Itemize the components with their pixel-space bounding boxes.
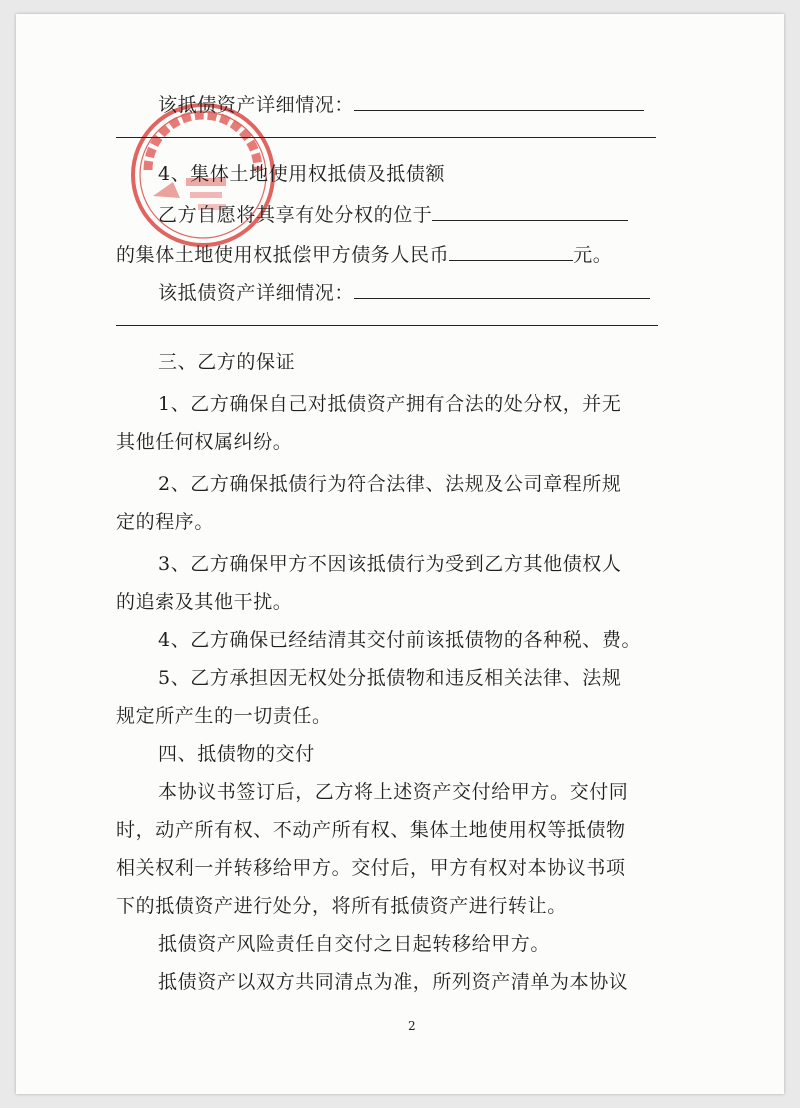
asset-detail-label: 该抵债资产详细情况： bbox=[158, 94, 355, 116]
risk-transfer-line: 抵债资产风险责任自交付之日起转移给甲方。 bbox=[158, 933, 551, 955]
land-amount-line bbox=[116, 242, 612, 267]
amount-blank bbox=[449, 242, 573, 261]
delivery-para-line-d: 下的抵债资产进行处分，将所有抵债资产进行转让。 bbox=[116, 895, 567, 917]
asset-detail-label: 该抵债资产详细情况： bbox=[158, 282, 355, 304]
page-number: 2 bbox=[408, 1019, 416, 1033]
collective-land-heading: 4、集体土地使用权抵债及抵债额 bbox=[158, 163, 446, 185]
delivery-para-line-c: 相关权利一并转移给甲方。交付后，甲方有权对本协议书项 bbox=[116, 857, 626, 879]
blank-line bbox=[116, 325, 658, 326]
clause-3-line-b: 的追索及其他干扰。 bbox=[116, 591, 293, 613]
clause-3-line-a: 3、乙方确保甲方不因该抵债行为受到乙方其他债权人 bbox=[158, 553, 622, 575]
amount-unit: 元。 bbox=[573, 244, 613, 266]
blank-field bbox=[354, 92, 644, 111]
asset-detail-line-1 bbox=[158, 92, 644, 117]
clause-1-line-b: 其他任何权属纠纷。 bbox=[116, 431, 293, 453]
blank-field bbox=[354, 280, 650, 299]
clause-2-line-a: 2、乙方确保抵债行为符合法律、法规及公司章程所规 bbox=[158, 473, 622, 495]
section-3-title: 三、乙方的保证 bbox=[158, 351, 296, 373]
land-location-text: 乙方自愿将其享有处分权的位于 bbox=[158, 204, 433, 226]
delivery-para-line-b: 时，动产所有权、不动产所有权、集体土地使用权等抵债物 bbox=[116, 819, 626, 841]
clause-4-line: 4、乙方确保已经结清其交付前该抵债物的各种税、费。 bbox=[158, 629, 642, 651]
blank-line bbox=[116, 137, 656, 138]
asset-count-line: 抵债资产以双方共同清点为准，所列资产清单为本协议 bbox=[158, 971, 629, 993]
location-blank bbox=[432, 202, 628, 221]
clause-2-line-b: 定的程序。 bbox=[116, 511, 215, 533]
land-amount-text: 的集体土地使用权抵偿甲方债务人民币 bbox=[116, 244, 450, 266]
document-page bbox=[16, 14, 784, 1094]
clause-5-line-b: 规定所产生的一切责任。 bbox=[116, 705, 332, 727]
land-location-line bbox=[158, 202, 628, 227]
clause-1-line-a: 1、乙方确保自己对抵债资产拥有合法的处分权，并无 bbox=[158, 393, 622, 415]
section-4-title: 四、抵债物的交付 bbox=[158, 743, 315, 765]
clause-5-line-a: 5、乙方承担因无权处分抵债物和违反相关法律、法规 bbox=[158, 667, 622, 689]
asset-detail-line-2 bbox=[158, 280, 650, 305]
delivery-para-line-a: 本协议书签订后，乙方将上述资产交付给甲方。交付同 bbox=[158, 781, 629, 803]
